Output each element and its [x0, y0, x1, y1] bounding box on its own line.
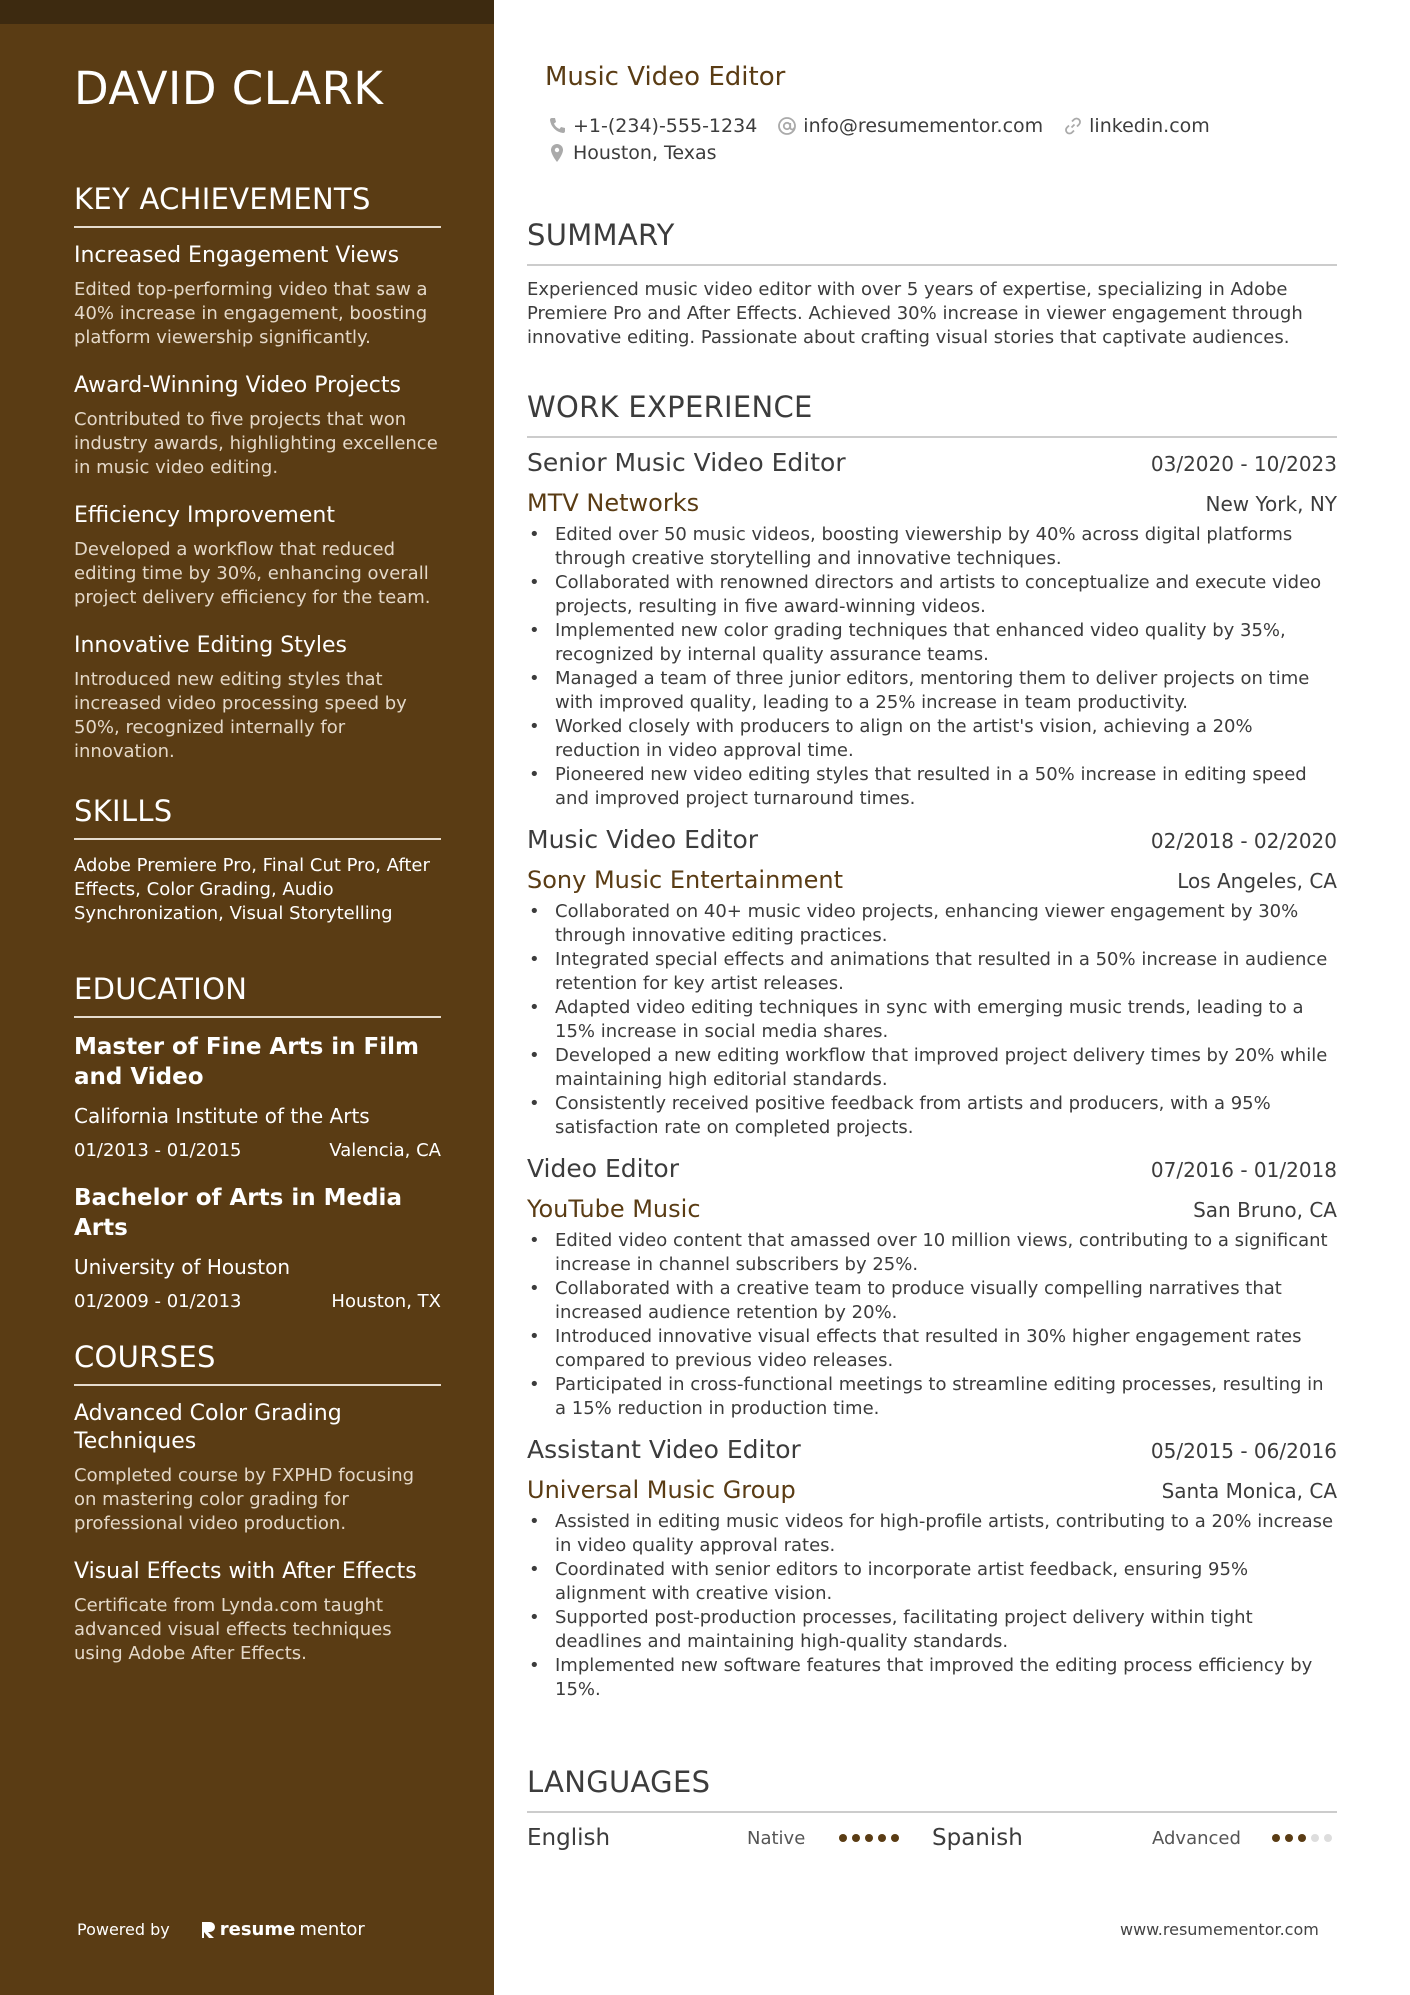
- education-item: [74, 1183, 441, 1312]
- job-dates: 07/2016 - 01/2018: [1150, 1158, 1337, 1182]
- education-school: California Institute of the Arts: [74, 1104, 370, 1128]
- proficiency-dot-filled: [852, 1834, 860, 1842]
- job-dates: 03/2020 - 10/2023: [1150, 452, 1337, 476]
- proficiency-dot-filled: [839, 1834, 847, 1842]
- job-bullets: [527, 523, 1337, 811]
- language-name: English: [527, 1825, 611, 1851]
- job-location: San Bruno, CA: [1193, 1198, 1337, 1222]
- link-icon: [1063, 116, 1083, 136]
- contact-linkedin[interactable]: [1063, 115, 1210, 137]
- achievement-desc: Developed a workflow that reduced editing time by 30%, enhancing overall project delivery efficiency for the team.: [74, 539, 431, 608]
- proficiency-dot-filled: [878, 1834, 886, 1842]
- job-role: Video Editor: [527, 1154, 679, 1183]
- job-bullet: • Developed a new editing workflow that improved project delivery times by 20% while maintaining high editorial standards.: [527, 1044, 1337, 1092]
- education-degree: Bachelor of Arts in Media Arts: [74, 1185, 402, 1241]
- proficiency-dot-filled: [865, 1834, 873, 1842]
- job-bullets: [527, 900, 1337, 1140]
- sidebar: [0, 0, 494, 1995]
- job-bullet: • Worked closely with producers to align on the artist's vision, achieving a 20% reduction in video approval time.: [527, 715, 1337, 763]
- proficiency-dot-filled: [1298, 1834, 1306, 1842]
- job-dates: 02/2018 - 02/2020: [1150, 829, 1337, 853]
- skills-heading: SKILLS: [74, 794, 441, 840]
- key-achievements-section: [74, 182, 441, 764]
- education-dates: 01/2009 - 01/2013: [74, 1291, 242, 1312]
- candidate-name: DAVID CLARK: [74, 62, 384, 115]
- courses-heading: COURSES: [74, 1340, 441, 1386]
- job-role: Assistant Video Editor: [527, 1435, 801, 1464]
- job-location: New York, NY: [1205, 492, 1337, 516]
- summary-section: [527, 218, 1337, 350]
- education-meta: [74, 1140, 441, 1161]
- job-bullet: • Collaborated with renowned directors and artists to conceptualize and execute video projects, resulting in five award-winning videos.: [527, 571, 1337, 619]
- education-meta: [74, 1291, 441, 1312]
- brand-light: mentor: [299, 1919, 365, 1940]
- course-title: Advanced Color Grading Techniques: [74, 1401, 342, 1454]
- job-bullet: • Edited video content that amassed over 10 million views, contributing to a significant increase in channel subscribers by 25%.: [527, 1229, 1337, 1277]
- language-level: Advanced: [1152, 1827, 1241, 1849]
- job-entry: [527, 448, 1337, 811]
- job-bullet: • Introduced innovative visual effects that resulted in 30% higher engagement rates compared to previous video releases.: [527, 1325, 1337, 1373]
- job-bullet: • Collaborated with a creative team to produce visually compelling narratives that increased audience retention by 20%.: [527, 1277, 1337, 1325]
- job-bullet: • Participated in cross-functional meetings to streamline editing processes, resulting in a 15% reduction in production time.: [527, 1373, 1337, 1421]
- languages-heading: LANGUAGES: [527, 1765, 1337, 1813]
- language-item: [932, 1825, 1337, 1851]
- proficiency-dot-empty: [1324, 1834, 1332, 1842]
- job-bullet: • Implemented new color grading techniques that enhanced video quality by 35%, recognized by internal quality assurance teams.: [527, 619, 1337, 667]
- job-bullet: • Adapted video editing techniques in sync with emerging music trends, leading to a 15% increase in social media shares.: [527, 996, 1337, 1044]
- language-proficiency-dots: [1272, 1834, 1332, 1842]
- job-company: YouTube Music: [527, 1195, 701, 1223]
- phone-icon: [547, 116, 567, 136]
- work-experience-heading: WORK EXPERIENCE: [527, 390, 1337, 438]
- job-bullet: • Integrated special effects and animations that resulted in a 50% increase in audience retention for key artist releases.: [527, 948, 1337, 996]
- job-bullet: • Collaborated on 40+ music video projects, enhancing viewer engagement by 30% through innovative editing practices.: [527, 900, 1337, 948]
- achievement-title: Award-Winning Video Projects: [74, 373, 401, 398]
- job-company: Sony Music Entertainment: [527, 866, 844, 894]
- resumementor-logo-icon: [200, 1920, 216, 1940]
- summary-text: Experienced music video editor with over 5 years of expertise, specializing in Adobe Premiere Pro and After Effects. Achieved 30% increase in viewer engagement through innovative editing. Passionate about crafting visual stories that captivate audiences.: [527, 279, 1303, 348]
- location-text: Houston, Texas: [573, 141, 717, 164]
- job-bullet: • Coordinated with senior editors to incorporate artist feedback, ensuring 95% alignment with creative vision.: [527, 1558, 1337, 1606]
- job-dates: 05/2015 - 06/2016: [1150, 1439, 1337, 1463]
- sidebar-top-bar: [0, 0, 494, 24]
- education-dates: 01/2013 - 01/2015: [74, 1140, 242, 1161]
- language-name: Spanish: [932, 1825, 1023, 1851]
- contact-email[interactable]: [777, 115, 1043, 137]
- contact-phone[interactable]: [547, 115, 757, 137]
- language-item: [527, 1825, 932, 1851]
- course-desc: Completed course by FXPHD focusing on mastering color grading for professional video production.: [74, 1465, 415, 1534]
- skills-section: [74, 794, 441, 926]
- achievement-desc: Contributed to five projects that won industry awards, highlighting excellence in music video editing.: [74, 409, 438, 478]
- job-bullet: • Implemented new software features that improved the editing process efficiency by 15%.: [527, 1654, 1337, 1702]
- course-item: [74, 1400, 441, 1536]
- course-desc: Certificate from Lynda.com taught advanced visual effects techniques using Adobe After Effects.: [74, 1595, 392, 1664]
- phone-text: +1-(234)-555-1234: [573, 114, 758, 137]
- powered-by-label: Powered by: [77, 1920, 170, 1939]
- location-pin-icon: [547, 143, 567, 163]
- achievement-title: Increased Engagement Views: [74, 243, 400, 268]
- achievement-title: Efficiency Improvement: [74, 503, 335, 528]
- achievement-item: [74, 632, 441, 764]
- job-bullet: • Pioneered new video editing styles that resulted in a 50% increase in editing speed and improved project turnaround times.: [527, 763, 1337, 811]
- achievement-title: Innovative Editing Styles: [74, 633, 347, 658]
- key-achievements-heading: KEY ACHIEVEMENTS: [74, 182, 441, 228]
- courses-section: [74, 1340, 441, 1666]
- job-company: MTV Networks: [527, 489, 700, 517]
- email-text: info@resumementor.com: [803, 114, 1044, 137]
- achievement-item: [74, 372, 441, 480]
- achievement-item: [74, 502, 441, 610]
- proficiency-dot-filled: [891, 1834, 899, 1842]
- education-location: Valencia, CA: [329, 1140, 441, 1161]
- linkedin-text: linkedin.com: [1089, 114, 1210, 137]
- education-section: [74, 972, 441, 1312]
- job-bullet: • Supported post-production processes, facilitating project delivery within tight deadlines and maintaining high-quality standards.: [527, 1606, 1337, 1654]
- job-bullets: [527, 1229, 1337, 1421]
- course-title: Visual Effects with After Effects: [74, 1559, 417, 1584]
- achievement-desc: Introduced new editing styles that increased video processing speed by 50%, recognized internally for innovation.: [74, 669, 407, 762]
- languages-section: [527, 1765, 1337, 1851]
- job-role: Senior Music Video Editor: [527, 448, 846, 477]
- education-item: [74, 1032, 441, 1161]
- education-degree: Master of Fine Arts in Film and Video: [74, 1034, 419, 1090]
- job-entry: [527, 825, 1337, 1140]
- education-school: University of Houston: [74, 1255, 291, 1279]
- resumementor-logo[interactable]: [200, 1919, 365, 1940]
- proficiency-dot-filled: [1272, 1834, 1280, 1842]
- proficiency-dot-empty: [1311, 1834, 1319, 1842]
- job-role: Music Video Editor: [527, 825, 759, 854]
- job-bullets: [527, 1510, 1337, 1702]
- job-entry: [527, 1435, 1337, 1702]
- skills-list: Adobe Premiere Pro, Final Cut Pro, After Effects, Color Grading, Audio Synchronization, Visual Storytelling: [74, 855, 430, 924]
- resume-title: Music Video Editor: [545, 62, 786, 92]
- job-bullet: • Consistently received positive feedback from artists and producers, with a 95% satisfaction rate on completed projects.: [527, 1092, 1337, 1140]
- proficiency-dot-filled: [1285, 1834, 1293, 1842]
- work-experience-section: [527, 390, 1337, 1702]
- job-company: Universal Music Group: [527, 1476, 796, 1504]
- achievement-desc: Edited top-performing video that saw a 40% increase in engagement, boosting platform viewership significantly.: [74, 279, 428, 348]
- education-location: Houston, TX: [331, 1291, 441, 1312]
- job-entry: [527, 1154, 1337, 1421]
- education-heading: EDUCATION: [74, 972, 441, 1018]
- language-proficiency-dots: [839, 1834, 899, 1842]
- contact-location: [547, 142, 717, 164]
- achievement-item: [74, 242, 441, 350]
- brand-bold: resume: [219, 1919, 296, 1940]
- job-bullet: • Edited over 50 music videos, boosting viewership by 40% across digital platforms through creative storytelling and innovative techniques.: [527, 523, 1337, 571]
- job-location: Los Angeles, CA: [1177, 869, 1337, 893]
- contact-info: [547, 112, 1327, 166]
- job-bullet: • Managed a team of three junior editors, mentoring them to deliver projects on time with improved quality, leading to a 25% increase in team productivity.: [527, 667, 1337, 715]
- course-item: [74, 1558, 441, 1666]
- footer-url[interactable]: www.resumementor.com: [1120, 1920, 1319, 1939]
- summary-heading: SUMMARY: [527, 218, 1337, 266]
- job-bullet: • Assisted in editing music videos for high-profile artists, contributing to a 20% increase in video quality approval rates.: [527, 1510, 1337, 1558]
- language-level: Native: [747, 1827, 806, 1849]
- powered-by: [77, 1919, 365, 1940]
- job-location: Santa Monica, CA: [1161, 1479, 1337, 1503]
- at-icon: [777, 116, 797, 136]
